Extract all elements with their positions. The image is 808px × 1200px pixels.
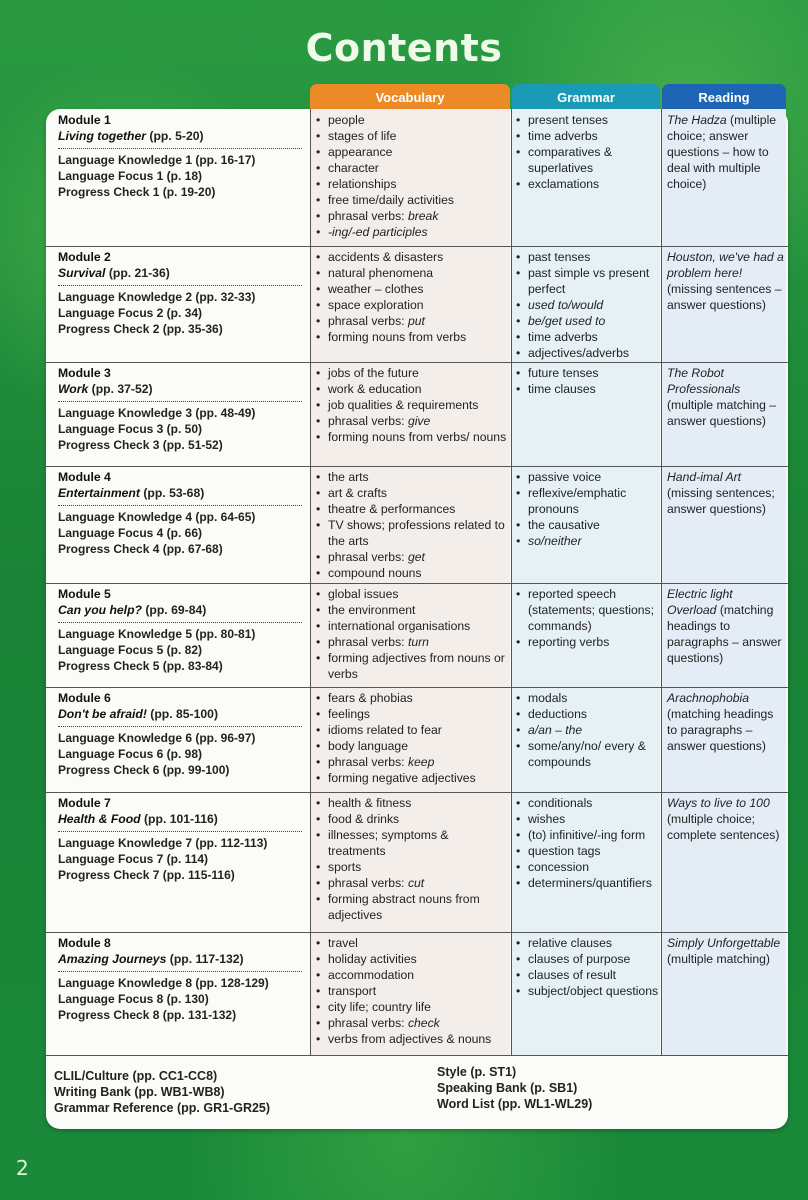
grammar-item: • reflexive/emphatic pronouns: [514, 485, 660, 517]
module-4-reading: [667, 469, 784, 517]
module-section-link[interactable]: Language Focus 1 (p. 18): [58, 169, 203, 183]
module-section-link[interactable]: Language Knowledge 1 (pp. 16-17): [58, 153, 256, 167]
vocabulary-item: • global issues: [314, 586, 508, 602]
reading-description: (missing sentences – answer questions): [667, 282, 782, 312]
grammar-item: • wishes: [514, 811, 660, 827]
footer-left-item: CLIL/Culture (pp. CC1-CC8): [54, 1069, 218, 1083]
vocabulary-item: • forming nouns from verbs/ nouns: [314, 429, 508, 445]
grammar-item: • deductions: [514, 706, 660, 722]
grammar-item: • the causative: [514, 517, 660, 533]
vocabulary-item: • relationships: [314, 176, 508, 192]
grammar-item: • determiners/quantifiers: [514, 875, 660, 891]
module-7-grammar: [514, 795, 660, 891]
vocabulary-item: • free time/daily activities: [314, 192, 508, 208]
reading-title: Houston, we've had a problem here!: [667, 250, 784, 280]
grammar-item: • clauses of purpose: [514, 951, 660, 967]
module-subtitle: Work: [58, 382, 89, 396]
module-7-vocabulary: [314, 795, 508, 923]
dotted-separator: [58, 831, 302, 832]
grammar-item: • future tenses: [514, 365, 660, 381]
vocabulary-item: • the arts: [314, 469, 508, 485]
vocabulary-item: • stages of life: [314, 128, 508, 144]
vocabulary-item: • feelings: [314, 706, 508, 722]
module-section-link[interactable]: Language Knowledge 5 (pp. 80-81): [58, 627, 256, 641]
module-subtitle-line: [58, 951, 304, 967]
module-2-reading: [667, 249, 784, 313]
vocabulary-item: • phrasal verbs: cut: [314, 875, 508, 891]
vocabulary-item: • phrasal verbs: turn: [314, 634, 508, 650]
module-title: Module 7: [58, 796, 111, 810]
module-subtitle: Survival: [58, 266, 106, 280]
reading-header: Reading: [662, 84, 786, 111]
vocabulary-item: • travel: [314, 935, 508, 951]
module-6-info: [58, 690, 304, 778]
module-section-link[interactable]: Progress Check 8 (pp. 131-132): [58, 1008, 237, 1022]
row-divider: [46, 792, 788, 793]
vocabulary-item: • -ing/-ed participles: [314, 224, 508, 240]
grammar-item: • reporting verbs: [514, 634, 660, 650]
row-divider: [46, 932, 788, 933]
column-divider: [310, 109, 311, 1055]
module-5-vocabulary: [314, 586, 508, 682]
vocabulary-item: • illnesses; symptoms & treatments: [314, 827, 508, 859]
reading-title: Simply Unforgettable: [667, 936, 781, 950]
vocabulary-item: • work & education: [314, 381, 508, 397]
footer-left-item: Writing Bank (pp. WB1-WB8): [54, 1085, 225, 1099]
module-8-grammar: [514, 935, 660, 999]
module-title: Module 4: [58, 470, 111, 484]
grammar-item: • adjectives/adverbs: [514, 345, 660, 361]
reading-title: The Hadza: [667, 113, 727, 127]
grammar-item: • clauses of result: [514, 967, 660, 983]
module-subtitle: Living together: [58, 129, 147, 143]
vocabulary-item: • jobs of the future: [314, 365, 508, 381]
module-8-vocabulary: [314, 935, 508, 1047]
dotted-separator: [58, 285, 302, 286]
footer-right-list: [437, 1064, 592, 1112]
module-section-link[interactable]: Language Knowledge 6 (pp. 96-97): [58, 731, 256, 745]
dotted-separator: [58, 148, 302, 149]
module-subtitle: Entertainment: [58, 486, 140, 500]
module-6-vocabulary: [314, 690, 508, 786]
module-7-reading: [667, 795, 784, 843]
module-section-link[interactable]: Language Focus 4 (p. 66): [58, 526, 203, 540]
grammar-item: • time adverbs: [514, 329, 660, 345]
reading-title: Ways to live to 100: [667, 796, 770, 810]
module-5-reading: [667, 586, 784, 666]
module-section-link[interactable]: Language Focus 5 (p. 82): [58, 643, 203, 657]
grammar-item: • past tenses: [514, 249, 660, 265]
vocabulary-item: • phrasal verbs: check: [314, 1015, 508, 1031]
row-divider: [46, 583, 788, 584]
dotted-separator: [58, 622, 302, 623]
vocabulary-item: • forming negative adjectives: [314, 770, 508, 786]
vocabulary-item: • phrasal verbs: give: [314, 413, 508, 429]
reading-description: (multiple choice; answer questions – how to deal with multiple choice): [667, 113, 777, 191]
grammar-item: • conditionals: [514, 795, 660, 811]
module-2-vocabulary: [314, 249, 508, 345]
module-title: Module 6: [58, 691, 111, 705]
module-section-link[interactable]: Language Knowledge 2 (pp. 32-33): [58, 290, 256, 304]
module-section-link[interactable]: Progress Check 7 (pp. 115-116): [58, 868, 235, 882]
module-subtitle-line: [58, 485, 304, 501]
module-section-link[interactable]: Language Knowledge 7 (pp. 112-113): [58, 836, 268, 850]
grammar-item: • time adverbs: [514, 128, 660, 144]
module-section-link[interactable]: Language Focus 3 (p. 50): [58, 422, 203, 436]
module-subtitle: Amazing Journeys: [58, 952, 167, 966]
grammar-item: • time clauses: [514, 381, 660, 397]
grammar-item: • exclamations: [514, 176, 660, 192]
vocabulary-item: • body language: [314, 738, 508, 754]
vocabulary-item: • transport: [314, 983, 508, 999]
module-2-info: [58, 249, 304, 337]
module-title: Module 2: [58, 250, 111, 264]
grammar-item: • reported speech (statements; questions; commands): [514, 586, 660, 634]
reading-title: Electric light Overload: [667, 587, 733, 617]
module-section-link[interactable]: Language Focus 7 (p. 114): [58, 852, 209, 866]
module-subtitle-line: [58, 811, 304, 827]
module-3-grammar: [514, 365, 660, 397]
page-number: 2: [16, 1156, 29, 1180]
module-title: Module 8: [58, 936, 111, 950]
vocabulary-item: • forming adjectives from nouns or verbs: [314, 650, 508, 682]
reading-description: (multiple choice; complete sentences): [667, 812, 780, 842]
module-pages: (pp. 5-20): [149, 129, 204, 143]
vocabulary-item: • art & crafts: [314, 485, 508, 501]
grammar-header: Grammar: [512, 84, 660, 111]
module-section-link[interactable]: Language Knowledge 8 (pp. 128-129): [58, 976, 269, 990]
module-section-link[interactable]: Progress Check 3 (pp. 51-52): [58, 438, 223, 452]
reading-description: (matching headings to paragraphs – answer questions): [667, 603, 782, 665]
vocabulary-item: • phrasal verbs: get: [314, 549, 508, 565]
row-divider: [46, 362, 788, 363]
module-1-info: [58, 112, 304, 200]
grammar-item: • (to) infinitive/-ing form: [514, 827, 660, 843]
module-section-link[interactable]: Progress Check 2 (pp. 35-36): [58, 322, 223, 336]
footer-left-list: [54, 1068, 270, 1116]
vocabulary-item: • people: [314, 112, 508, 128]
module-pages: (pp. 85-100): [150, 707, 219, 721]
module-1-reading: [667, 112, 784, 192]
grammar-item: • present tenses: [514, 112, 660, 128]
grammar-item: • passive voice: [514, 469, 660, 485]
dotted-separator: [58, 726, 302, 727]
module-subtitle-line: [58, 381, 304, 397]
grammar-item: • comparatives & superlatives: [514, 144, 660, 176]
vocabulary-item: • the environment: [314, 602, 508, 618]
module-section-link[interactable]: Language Knowledge 4 (pp. 64-65): [58, 510, 256, 524]
module-subtitle: Don't be afraid!: [58, 707, 147, 721]
module-pages: (pp. 117-132): [169, 952, 244, 966]
vocabulary-item: • verbs from adjectives & nouns: [314, 1031, 508, 1047]
footer-right-item: Word List (pp. WL1-WL29): [437, 1097, 593, 1111]
vocabulary-item: • forming nouns from verbs: [314, 329, 508, 345]
grammar-item: • subject/object questions: [514, 983, 660, 999]
module-2-grammar: [514, 249, 660, 361]
module-subtitle-line: [58, 265, 304, 281]
grammar-item: • used to/would: [514, 297, 660, 313]
grammar-item: • some/any/no/ every & compounds: [514, 738, 660, 770]
module-3-reading: [667, 365, 784, 429]
module-section-link[interactable]: Language Focus 8 (p. 130): [58, 992, 209, 1006]
module-section-link[interactable]: Language Focus 6 (p. 98): [58, 747, 203, 761]
module-pages: (pp. 37-52): [91, 382, 153, 396]
row-divider: [46, 466, 788, 467]
vocabulary-item: • phrasal verbs: keep: [314, 754, 508, 770]
module-4-info: [58, 469, 304, 557]
vocabulary-item: • accommodation: [314, 967, 508, 983]
reading-title: The Robot Professionals: [667, 366, 741, 396]
module-title: Module 1: [58, 113, 111, 127]
reading-description: (multiple matching): [667, 952, 770, 966]
module-title: Module 3: [58, 366, 111, 380]
module-section-link[interactable]: Language Focus 2 (p. 34): [58, 306, 203, 320]
vocabulary-item: • international organisations: [314, 618, 508, 634]
vocabulary-item: • idioms related to fear: [314, 722, 508, 738]
module-section-link[interactable]: Progress Check 1 (p. 19-20): [58, 185, 216, 199]
module-pages: (pp. 101-116): [144, 812, 218, 826]
reading-description: (multiple matching – answer questions): [667, 398, 777, 428]
module-subtitle: Can you help?: [58, 603, 142, 617]
module-section-link[interactable]: Progress Check 6 (pp. 99-100): [58, 763, 230, 777]
vocabulary-item: • theatre & performances: [314, 501, 508, 517]
module-7-info: [58, 795, 304, 883]
grammar-item: • relative clauses: [514, 935, 660, 951]
module-3-info: [58, 365, 304, 453]
module-6-reading: [667, 690, 784, 754]
module-title: Module 5: [58, 587, 111, 601]
module-1-vocabulary: [314, 112, 508, 240]
column-divider: [661, 109, 662, 1055]
module-8-info: [58, 935, 304, 1023]
column-divider: [511, 109, 512, 1055]
module-subtitle-line: [58, 602, 304, 618]
row-divider: [46, 246, 788, 247]
vocabulary-item: • natural phenomena: [314, 265, 508, 281]
footer-right-item: Style (p. ST1): [437, 1065, 517, 1079]
vocabulary-item: • compound nouns: [314, 565, 508, 581]
vocabulary-item: • city life; country life: [314, 999, 508, 1015]
module-5-grammar: [514, 586, 660, 650]
module-1-grammar: [514, 112, 660, 192]
vocabulary-item: • food & drinks: [314, 811, 508, 827]
vocabulary-item: • appearance: [314, 144, 508, 160]
vocabulary-item: • sports: [314, 859, 508, 875]
vocabulary-item: • TV shows; professions related to the arts: [314, 517, 508, 549]
module-pages: (pp. 21-36): [108, 266, 170, 280]
dotted-separator: [58, 971, 302, 972]
vocabulary-item: • phrasal verbs: break: [314, 208, 508, 224]
module-3-vocabulary: [314, 365, 508, 445]
grammar-item: • past simple vs present perfect: [514, 265, 660, 297]
module-section-link[interactable]: Progress Check 4 (pp. 67-68): [58, 542, 223, 556]
row-divider: [46, 687, 788, 688]
module-section-link[interactable]: Language Knowledge 3 (pp. 48-49): [58, 406, 256, 420]
vocabulary-item: • health & fitness: [314, 795, 508, 811]
vocabulary-item: • accidents & disasters: [314, 249, 508, 265]
vocabulary-item: • space exploration: [314, 297, 508, 313]
module-pages: (pp. 53-68): [143, 486, 205, 500]
vocabulary-item: • fears & phobias: [314, 690, 508, 706]
grammar-item: • concession: [514, 859, 660, 875]
module-section-link[interactable]: Progress Check 5 (pp. 83-84): [58, 659, 223, 673]
vocabulary-item: • phrasal verbs: put: [314, 313, 508, 329]
vocabulary-item: • holiday activities: [314, 951, 508, 967]
grammar-item: • question tags: [514, 843, 660, 859]
reading-title: Arachnophobia: [667, 691, 749, 705]
module-4-vocabulary: [314, 469, 508, 581]
row-divider: [46, 1055, 788, 1056]
grammar-item: • so/neither: [514, 533, 660, 549]
module-pages: (pp. 69-84): [145, 603, 207, 617]
vocabulary-item: • weather – clothes: [314, 281, 508, 297]
module-subtitle-line: [58, 706, 304, 722]
module-subtitle-line: [58, 128, 304, 144]
module-5-info: [58, 586, 304, 674]
reading-description: (missing sentences; answer questions): [667, 486, 775, 516]
module-6-grammar: [514, 690, 660, 770]
footer-left-item: Grammar Reference (pp. GR1-GR25): [54, 1101, 271, 1115]
module-subtitle: Health & Food: [58, 812, 141, 826]
grammar-item: • a/an – the: [514, 722, 660, 738]
reading-title: Hand-imal Art: [667, 470, 742, 484]
vocabulary-item: • forming abstract nouns from adjectives: [314, 891, 508, 923]
module-4-grammar: [514, 469, 660, 549]
page-title: Contents: [305, 26, 503, 70]
module-8-reading: [667, 935, 784, 967]
reading-description: (matching headings to paragraphs – answer questions): [667, 707, 774, 753]
dotted-separator: [58, 505, 302, 506]
vocabulary-item: • job qualities & requirements: [314, 397, 508, 413]
grammar-item: • modals: [514, 690, 660, 706]
grammar-item: • be/get used to: [514, 313, 660, 329]
footer-right-item: Speaking Bank (p. SB1): [437, 1081, 578, 1095]
dotted-separator: [58, 401, 302, 402]
vocabulary-header: Vocabulary: [310, 84, 510, 111]
vocabulary-item: • character: [314, 160, 508, 176]
